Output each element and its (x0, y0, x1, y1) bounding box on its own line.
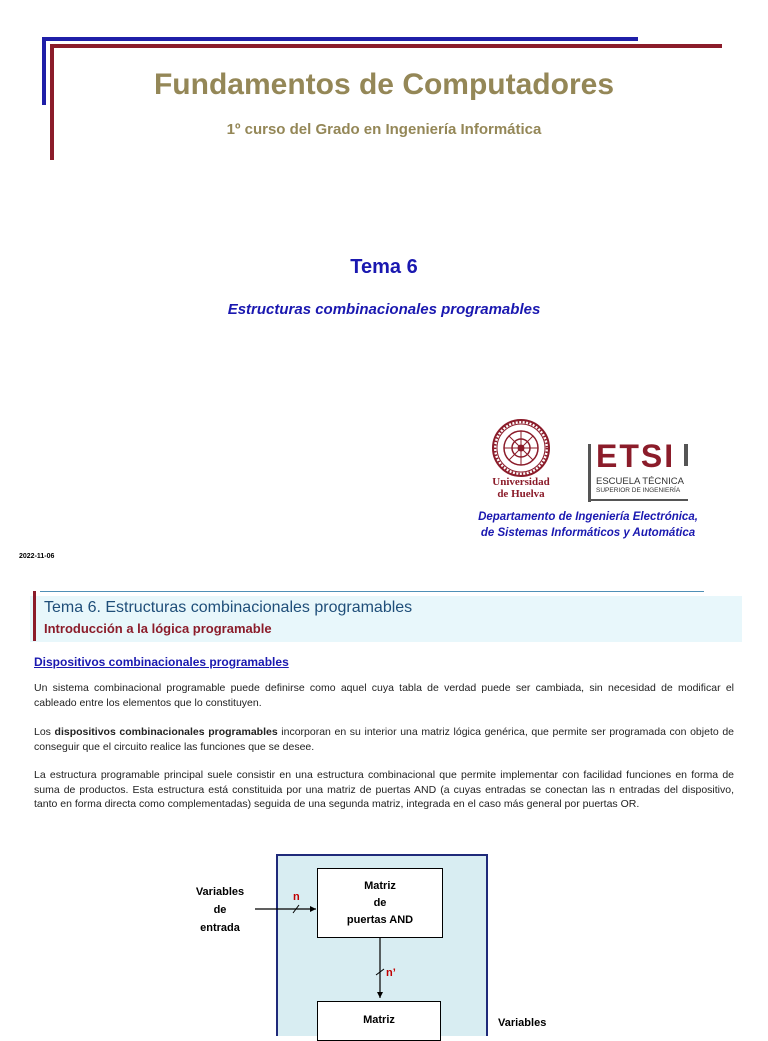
slide-date: 2022-11-06 (19, 553, 55, 560)
paragraph-definition: Un sistema combinacional programable puede definirse como aquel cuya tabla de verdad puede ser cambiada, sin necesidad de modificar el cableado entre los elementos que lo constituyen. (34, 682, 734, 709)
input-bus-width-label: n (293, 891, 300, 903)
department-line-1: Departamento de Ingeniería Electrónica, (478, 511, 698, 523)
and-matrix-block (317, 868, 443, 938)
input-label-line-1: Variables (195, 886, 245, 898)
paragraph-devices (34, 725, 734, 754)
etsi-logo-bar (588, 444, 591, 502)
etsi-logo-bar-right (684, 444, 688, 466)
para2-bold-term: dispositivos combinacionales programables (54, 726, 278, 738)
para2-text-end: incorporan en su interior una matriz lógica genérica, que permite ser programada con objeto de conseguir que el circuito realice las funciones que se desee. (34, 726, 734, 753)
content-slide (0, 580, 768, 1029)
decor-red-bar (50, 44, 722, 48)
department-line-2: de Sistemas Informáticos y Automática (480, 527, 696, 539)
input-bus-arrowhead (310, 906, 316, 912)
etsi-logo-line-2: SUPERIOR DE INGENIERÍA (596, 487, 681, 494)
slide-header-rule (40, 591, 704, 592)
mid-bus-arrowhead (377, 992, 383, 998)
decor-red-bar-vertical (50, 44, 54, 160)
etsi-logo-line-1: ESCUELA TÉCNICA (596, 476, 684, 487)
topic-title: Estructuras combinacionales programables (227, 301, 541, 318)
input-label-line-2: de (213, 904, 227, 916)
input-label-line-3: entrada (200, 922, 240, 934)
mid-bus-width-label: n’ (386, 967, 396, 979)
diagram-output-label: Variables (498, 1017, 547, 1029)
etsi-logo-name: ETSI (596, 438, 676, 474)
slide-header-subtitle: Introducción a la lógica programable (44, 621, 272, 636)
department-name (470, 509, 706, 541)
paragraph-structure: La estructura programable principal suele consistir en una estructura combinacional que permite implementar con facilidad funciones en forma de suma de productos. Esta estructura está constituida por una matriz de puertas AND (a cuyas entradas se conectan las n entradas del dispositivo, tanto en forma directa como complementadas) seguida de una segunda matriz, integrada en el caso más general por puertas OR. (34, 769, 734, 810)
slide-header-title: Tema 6. Estructuras combinacionales programables (44, 599, 413, 616)
para2-text-start: Los (34, 726, 55, 738)
decor-blue-bar (42, 37, 638, 41)
etsi-logo-underline (588, 499, 688, 501)
course-title: Fundamentos de Computadores (153, 68, 615, 101)
and-block-line-1: Matriz (364, 879, 396, 892)
etsi-logo (588, 438, 692, 502)
or-block-line-1: Matriz (363, 1014, 395, 1026)
university-huelva-wordmark (484, 476, 558, 500)
course-subtitle: 1º curso del Grado en Ingeniería Informática (226, 121, 542, 138)
slide-header-red-accent (33, 591, 36, 641)
uhu-text-line-1: Universidad (492, 476, 550, 488)
and-block-line-3: puertas AND (346, 913, 414, 926)
or-matrix-block (317, 1001, 441, 1041)
section-heading: Dispositivos combinacionales programables (34, 655, 289, 669)
uhu-text-line-2: de Huelva (497, 488, 545, 500)
topic-number: Tema 6 (350, 256, 418, 278)
and-block-line-2: de (373, 896, 387, 909)
diagram-input-label (180, 883, 260, 937)
